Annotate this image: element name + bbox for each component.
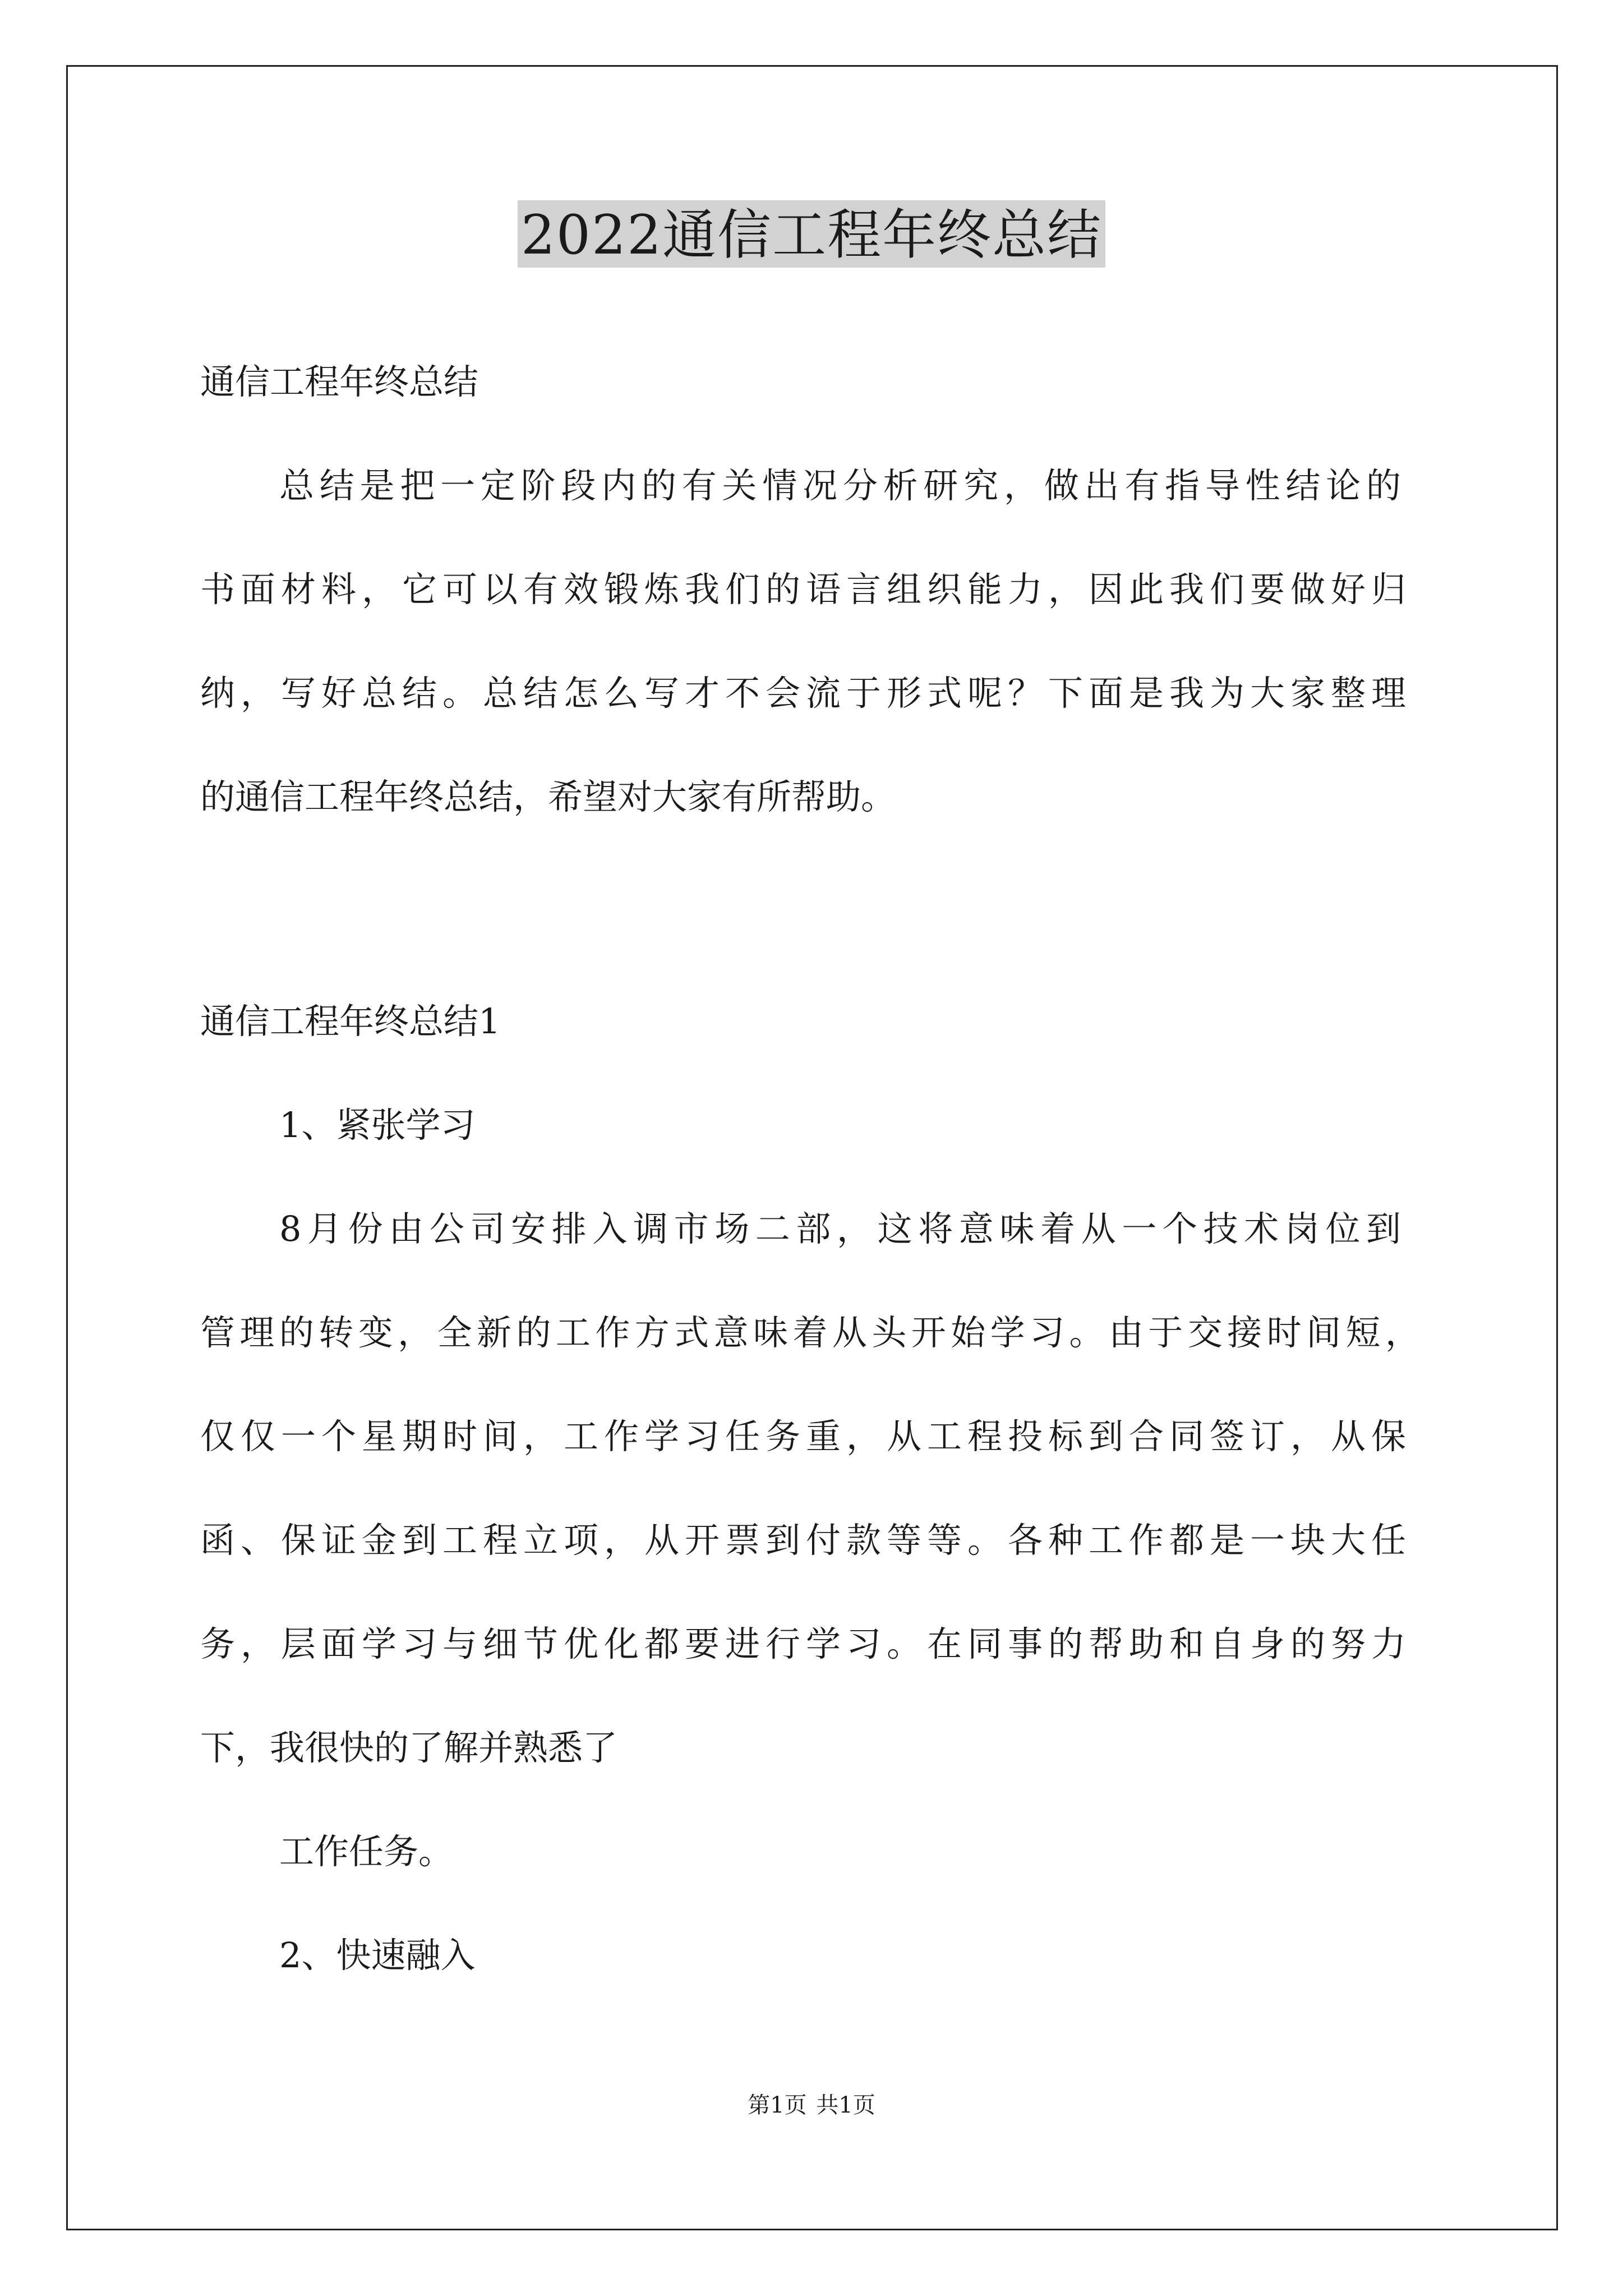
page-footer — [0, 2094, 1623, 2116]
item1-line-4: 函、保证金到工程立项，从开票到付款等等。各种工作都是一块大任 — [200, 1520, 1406, 1561]
page-total-label: 共1页 — [816, 2092, 875, 2118]
intro-line-1: 总结是把一定阶段内的有关情况分析研究，做出有指导性结论的 — [279, 465, 1401, 506]
item1-line-5: 务，层面学习与细节优化都要进行学习。在同事的帮助和自身的努力 — [200, 1623, 1406, 1664]
item1-line-1: 8月份由公司安排入调市场二部，这将意味着从一个技术岗位到 — [279, 1208, 1401, 1249]
document-subtitle: 通信工程年终总结 — [200, 361, 479, 402]
item1-line-3: 仅仅一个星期时间，工作学习任务重，从工程投标到合同签订，从保 — [200, 1416, 1406, 1457]
page-number-label: 第1页 — [748, 2092, 807, 2118]
document-title-text: 2022通信工程年终总结 — [518, 200, 1105, 268]
item1-line-6: 下，我很快的了解并熟悉了 — [200, 1727, 618, 1768]
document-title — [0, 200, 1623, 268]
item1-line-2: 管理的转变，全新的工作方式意味着从头开始学习。由于交接时间短， — [200, 1312, 1420, 1353]
section-heading: 通信工程年终总结1 — [200, 1001, 501, 1042]
intro-line-4: 的通信工程年终总结，希望对大家有所帮助。 — [200, 776, 896, 817]
intro-line-3: 纳，写好总结。总结怎么写才不会流于形式呢？下面是我为大家整理 — [200, 673, 1406, 714]
intro-line-2: 书面材料，它可以有效锻炼我们的语言组织能力，因此我们要做好归 — [200, 569, 1406, 610]
item1-tail: 工作任务。 — [279, 1831, 454, 1872]
item2-heading: 2、快速融入 — [279, 1935, 476, 1976]
item1-heading: 1、紧张学习 — [279, 1105, 476, 1145]
